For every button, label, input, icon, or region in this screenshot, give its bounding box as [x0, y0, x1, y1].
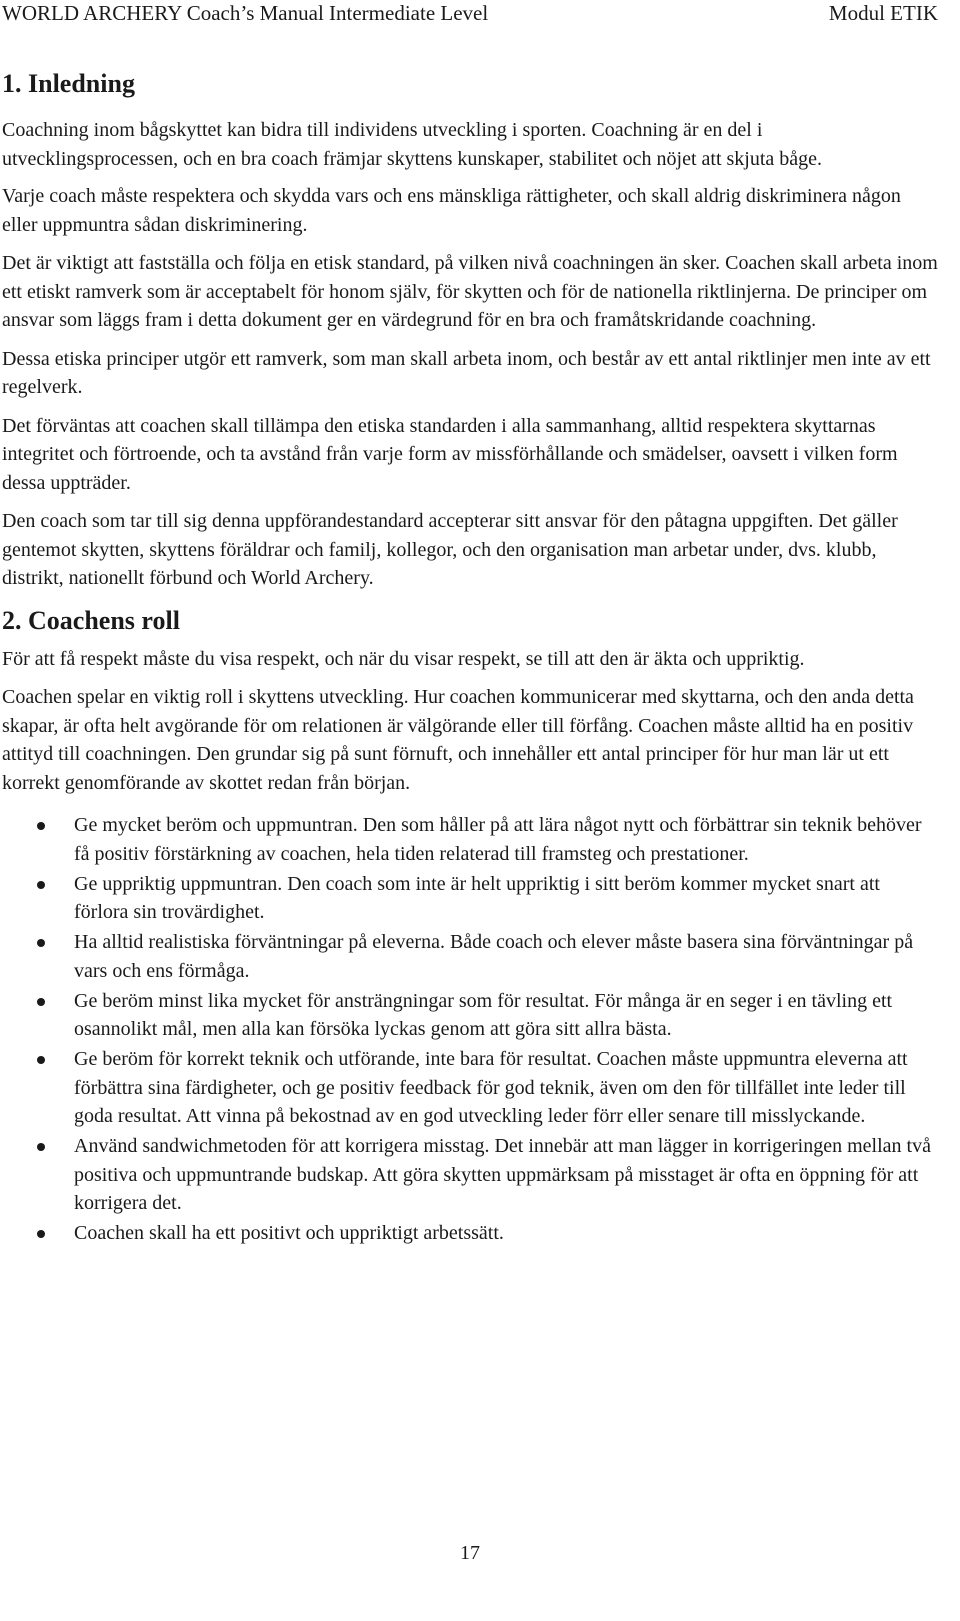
list-item: [2, 1045, 938, 1131]
bullet-icon: [37, 1143, 45, 1151]
bullet-icon: [37, 822, 45, 830]
list-item: [2, 811, 938, 868]
principles-list: [2, 811, 938, 1248]
paragraph: Den coach som tar till sig denna uppförandestandard accepterar sitt ansvar för den påtagna uppgiften. Det gäller gentemot skytten, skyttens föräldrar och familj, kollegor, och den organisation man arbetar under, dvs. klubb, distrikt, nationellt förbund och World Archery.: [2, 510, 898, 589]
paragraph: Coachning inom bågskyttet kan bidra till individens utveckling i sporten. Coachning är en del i utvecklingsprocessen, och en bra coach främjar skyttens kunskaper, stabilitet och nöjet att skjuta båge.: [2, 119, 823, 170]
page-number: 17: [460, 1542, 480, 1564]
list-item: [2, 987, 938, 1044]
list-item: [2, 928, 938, 985]
list-item: [2, 1219, 938, 1248]
list-item-text: Ha alltid realistiska förväntningar på eleverna. Både coach och elever måste basera sina förväntningar på vars och ens förmåga.: [74, 931, 914, 982]
list-item-text: Ge uppriktig uppmuntran. Den coach som inte är helt uppriktig i sitt beröm kommer mycket snart att förlora sin trovärdighet.: [74, 872, 880, 923]
paragraph: Coachen spelar en viktig roll i skyttens utveckling. Hur coachen kommunicerar med skyttarna, och den anda detta skapar, är ofta helt avgörande för om relationen är välgörande eller till förfång. Coachen måste alltid ha en positiv attityd till coachningen. Den grundar sig på sunt förnuft, och innehåller ett antal principer för hur man lär ut ett korrekt genomförande av skottet redan från början.: [2, 686, 914, 794]
header-module: Modul ETIK: [828, 1, 938, 25]
bullet-icon: [37, 939, 45, 947]
list-item: [2, 1132, 938, 1218]
list-item-text: Coachen skall ha ett positivt och uppriktigt arbetssätt.: [74, 1222, 504, 1244]
list-item-text: Använd sandwichmetoden för att korrigera misstag. Det innebär att man lägger in korrigeringen mellan två positiva och uppmuntrande budskap. Att göra skytten uppmärksam på misstaget är ofta en öppning för att korrigera det.: [74, 1135, 931, 1214]
bullet-icon: [37, 1230, 45, 1238]
paragraph: Det förväntas att coachen skall tillämpa den etiska standarden i alla sammanhang, alltid respektera skyttarnas integritet och förtroende, och ta avstånd från varje form av missförhållande och smädelser, oavsett i vilken form dessa uppträder.: [2, 414, 898, 494]
document-body: [2, 68, 938, 1249]
bullet-icon: [37, 881, 45, 889]
list-item: [2, 870, 938, 927]
section-heading-coach-role: 2. Coachens roll: [2, 605, 180, 635]
paragraph: Det är viktigt att fastställa och följa en etisk standard, på vilken nivå coachningen än sker. Coachen skall arbeta inom ett etiskt ramverk som är acceptabelt för honom själv, för skytten och för de nationella riktlinjerna. De principer om ansvar som läggs fram i detta dokument ger en värdegrund för en bra och framåtskridande coachning.: [2, 252, 938, 331]
bullet-icon: [37, 998, 45, 1006]
section-heading-introduction: 1. Inledning: [2, 69, 135, 98]
running-header: [2, 0, 938, 28]
list-item-text: Ge beröm för korrekt teknik och utförande, inte bara för resultat. Coachen måste uppmuntra eleverna att förbättra sina färdigheter, och ge positiv feedback för god teknik, även om den för tillfället inte leder till goda resultat. Att vinna på bekostnad av en god utveckling leder förr eller senare till misslyckande.: [74, 1048, 908, 1127]
list-item-text: Ge beröm minst lika mycket för ansträngningar som för resultat. För många är en seger i en tävling ett osannolikt mål, men alla kan försöka lyckas genom att göra sitt allra bästa.: [74, 989, 893, 1040]
paragraph: För att få respekt måste du visa respekt, och när du visar respekt, se till att den är äkta och uppriktig.: [2, 647, 805, 670]
bullet-icon: [37, 1056, 45, 1064]
list-item-text: Ge mycket beröm och uppmuntran. Den som håller på att lära något nytt och förbättrar sin teknik behöver få positiv förstärkning av coachen, hela tiden relaterad till framsteg och prestationer.: [74, 814, 922, 865]
paragraph: Varje coach måste respektera och skydda vars och ens mänskliga rättigheter, och skall aldrig diskriminera någon eller uppmuntra sådan diskriminering.: [2, 185, 901, 236]
paragraph: Dessa etiska principer utgör ett ramverk, som man skall arbeta inom, och består av ett antal riktlinjer men inte av ett regelverk.: [2, 347, 931, 398]
header-title: WORLD ARCHERY Coach’s Manual Intermediate Level: [2, 1, 489, 25]
